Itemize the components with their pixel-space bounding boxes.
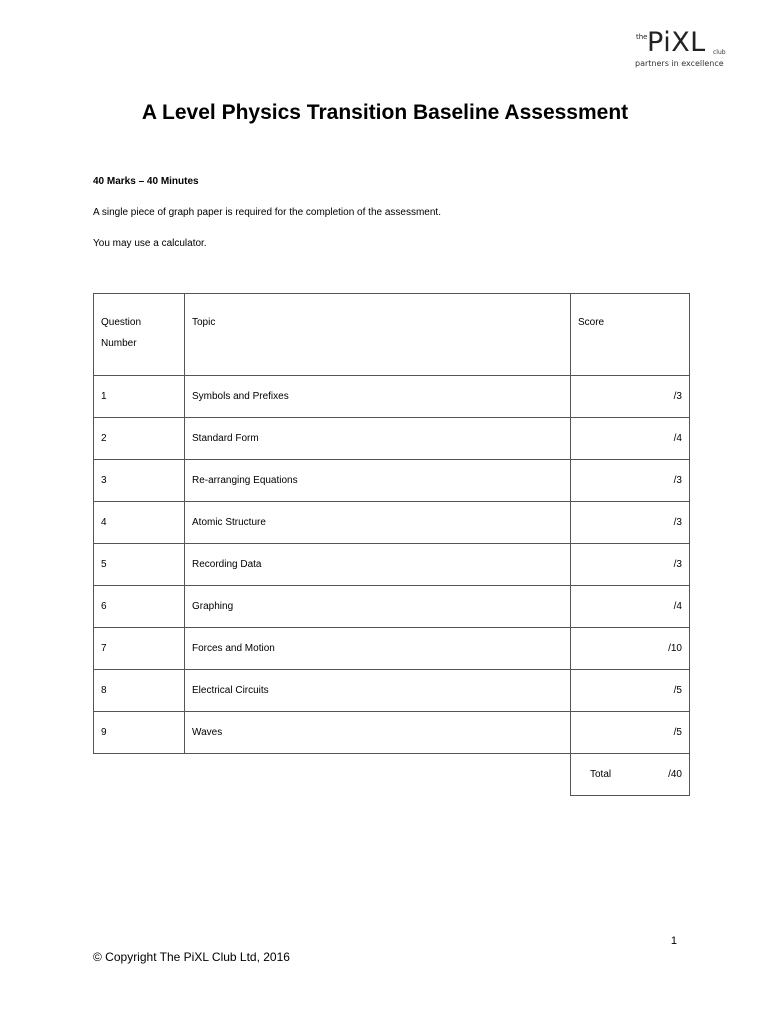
- logo-suffix: club: [713, 49, 726, 56]
- question-number: 6: [94, 586, 185, 628]
- question-score: /4: [571, 586, 690, 628]
- total-value: /40: [668, 769, 682, 780]
- question-topic: Electrical Circuits: [185, 670, 571, 712]
- table-row: [94, 712, 690, 754]
- copyright-footer: © Copyright The PiXL Club Ltd, 2016: [93, 950, 290, 964]
- table-row: [94, 502, 690, 544]
- table-row: [94, 376, 690, 418]
- question-topic: Standard Form: [185, 418, 571, 460]
- question-number: 4: [94, 502, 185, 544]
- empty-cell: [94, 754, 185, 796]
- question-score: /3: [571, 544, 690, 586]
- question-topic: Forces and Motion: [185, 628, 571, 670]
- question-number: 5: [94, 544, 185, 586]
- table-row: [94, 460, 690, 502]
- question-topic: Re-arranging Equations: [185, 460, 571, 502]
- table-row: [94, 628, 690, 670]
- question-score: /5: [571, 670, 690, 712]
- question-topic: Symbols and Prefixes: [185, 376, 571, 418]
- question-score: /3: [571, 502, 690, 544]
- header-topic: Topic: [185, 294, 571, 376]
- empty-cell: [185, 754, 571, 796]
- question-number: 2: [94, 418, 185, 460]
- question-number: 8: [94, 670, 185, 712]
- question-topic: Waves: [185, 712, 571, 754]
- page-title: A Level Physics Transition Baseline Assessment: [141, 101, 629, 124]
- table-row: [94, 670, 690, 712]
- table-header-row: [94, 294, 690, 376]
- score-table: [93, 293, 690, 796]
- question-number: 3: [94, 460, 185, 502]
- question-number: 9: [94, 712, 185, 754]
- header-question-number: [94, 294, 185, 376]
- total-row: [94, 754, 690, 796]
- question-score: /3: [571, 376, 690, 418]
- header-score: Score: [571, 294, 690, 376]
- question-score: /4: [571, 418, 690, 460]
- total-label: Total: [590, 769, 612, 780]
- question-topic: Atomic Structure: [185, 502, 571, 544]
- question-score: /5: [571, 712, 690, 754]
- instruction-graph-paper: A single piece of graph paper is required for the completion of the assessment.: [93, 207, 441, 218]
- total-score-cell: [571, 754, 690, 796]
- logo-prefix: the: [636, 33, 648, 41]
- table-row: [94, 586, 690, 628]
- question-score: /10: [571, 628, 690, 670]
- pixl-logo: [634, 28, 734, 72]
- question-topic: Graphing: [185, 586, 571, 628]
- question-topic: Recording Data: [185, 544, 571, 586]
- header-number-label: Number: [101, 338, 137, 349]
- logo-tagline: partners in excellence: [635, 59, 724, 68]
- table-row: [94, 544, 690, 586]
- instruction-calculator: You may use a calculator.: [93, 238, 207, 249]
- question-number: 7: [94, 628, 185, 670]
- table-row: [94, 418, 690, 460]
- question-score: /3: [571, 460, 690, 502]
- question-number: 1: [94, 376, 185, 418]
- logo-brand: PiXL: [647, 27, 706, 58]
- marks-duration: 40 Marks – 40 Minutes: [93, 176, 199, 187]
- header-question-label: Question: [101, 317, 142, 328]
- page-number: 1: [670, 935, 677, 947]
